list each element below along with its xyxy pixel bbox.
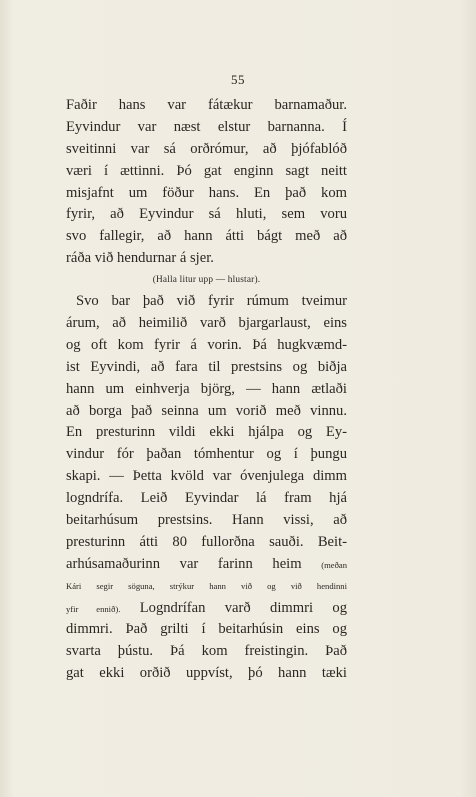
text-line: En presturinn vildi ekki hjálpa og Ey- [66,424,347,441]
text-line: svo fallegir, að hann átti bágt með að [66,228,347,245]
text-segment: arhúsamaðurinn var farinn heim [66,555,302,572]
text-line-mixed [66,598,347,620]
text-line: Faðir hans var fátækur barnamaður. [66,97,347,113]
text-line-mixed [66,554,347,576]
text-line: fyrir, að Eyvindur sá hluti, sem voru [66,206,347,223]
text-line: gat ekki orðið uppvíst, þó hann tæki [66,665,347,682]
stage-note-line: Kári segir söguna, strýkur hann við og við hendinni [66,580,347,591]
stage-note: (meðan [321,559,347,570]
text-line: misjafnt um föður hans. En það kom [66,184,347,201]
body-text [66,95,347,685]
text-segment: Logndrífan varð dimmri og [139,599,347,616]
text-line: Svo bar það við fyrir rúmum tveimur [76,293,347,310]
text-line: að borga það seinna um vorið með vinnu. [66,402,347,419]
stage-direction: (Halla litur upp — hlustar). [152,275,261,286]
text-line: vindur fór þaðan tómhentur og í þungu [66,446,347,463]
text-line: beitarhúsum prestsins. Hann vissi, að [66,512,347,529]
text-line: logndrífa. Leið Eyvindar lá fram hjá [66,490,347,507]
text-line: svarta þústu. Þá kom freistingin. Það [66,643,347,660]
text-line: væri í ættinni. Þó gat enginn sagt neitt [66,162,347,179]
text-line: ráða við hendurnar á sjer. [66,250,214,267]
text-line: ist Eyvindi, að fara til prestsins og biðja [66,358,347,375]
text-line: árum, að heimilið varð bjargarlaust, eins [66,315,347,332]
page-number: 55 [231,72,245,87]
text-line: presturinn átti 80 fullorðna sauði. Beit- [66,533,347,550]
text-line: hann um einhverja björg, — hann ætlaði [66,380,347,397]
text-line: sveitinni var sá orðrómur, að þjófablóð [66,140,347,157]
text-line: skapi. — Þetta kvöld var óvenjulega dimm [66,468,347,485]
text-line: og oft kom fyrir á vorin. Þá hugkvæmd- [66,336,347,353]
text-line: Eyvindur var næst elstur barnanna. Í [66,118,347,135]
stage-note: yfir ennið). [66,603,121,614]
text-line: dimmri. Það grilti í beitarhúsin eins og [66,621,347,638]
